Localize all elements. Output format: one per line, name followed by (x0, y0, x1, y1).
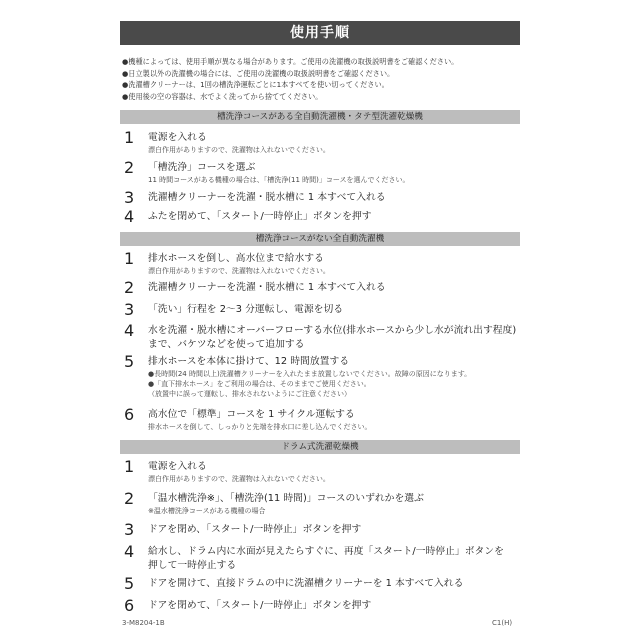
step-note: 漂白作用がありますので、洗濯物は入れないでください。 (148, 475, 330, 483)
step-title-continued: まで、バケツなどを使って追加する (148, 339, 305, 350)
notes-list (122, 56, 522, 102)
section-header-drum-type: ドラム式洗濯乾燥機 (120, 440, 520, 454)
page-code: C1(H) (492, 619, 513, 627)
step-number: 1 (124, 249, 135, 268)
step-title: 排水ホースを倒し、高水位まで給水する (148, 253, 324, 264)
section-header-top-load-with-course: 槽洗浄コースがある全自動洗濯機・タテ型洗濯乾燥機 (120, 110, 520, 124)
step-number: 3 (124, 520, 135, 539)
step-title: 水を洗濯・脱水槽にオーバーフローする水位(排水ホースから少し水が流れ出す程度) (148, 325, 517, 336)
step-title: ドアを開けて、直接ドラムの中に洗濯槽クリーナーを 1 本すべて入れる (148, 578, 464, 589)
step-note: ●「直下排水ホース」をご利用の場合は、そのままでご使用ください。 (148, 380, 371, 388)
step-note: 漂白作用がありますので、洗濯物は入れないでください。 (148, 146, 330, 154)
step-number: 3 (124, 300, 135, 319)
document-code: 3-M8204-1B (122, 619, 165, 627)
step-title: 高水位で「標準」コースを 1 サイクル運転する (148, 409, 355, 420)
step-title: ドアを閉めて、「スタート/一時停止」ボタンを押す (148, 600, 372, 611)
page-title: 使用手順 (120, 21, 520, 45)
step-title-continued: 押して一時停止する (148, 560, 237, 571)
note-item: ●使用後の空の容器は、水でよく洗ってから捨ててください。 (122, 91, 323, 101)
step-title: 「温水槽洗浄※」、「槽洗浄(11 時間)」コースのいずれかを選ぶ (148, 493, 424, 504)
step-note: ※温水槽洗浄コースがある機種の場合 (148, 507, 266, 515)
step-number: 2 (124, 158, 135, 177)
step-number: 4 (124, 207, 135, 226)
step-title: ドアを閉め、「スタート/一時停止」ボタンを押す (148, 524, 362, 535)
step-title: 洗濯槽クリーナーを洗濯・脱水槽に 1 本すべて入れる (148, 192, 386, 203)
note-item: ●日立製以外の洗濯機の場合には、ご使用の洗濯機の取扱説明書をご確認ください。 (122, 68, 395, 78)
step-number: 4 (124, 542, 135, 561)
note-item: ●洗濯槽クリーナーは、1回の槽洗浄運転ごとに1本すべてを使い切ってください。 (122, 80, 389, 89)
step-title: ふたを閉めて、「スタート/一時停止」ボタンを押す (148, 211, 372, 222)
step-note: ●長時間(24 時間以上)洗濯槽クリーナーを入れたまま放置しないでください。故障の原因になります。 (148, 370, 472, 378)
step-title: 給水し、ドラム内に水面が見えたらすぐに、再度「スタート/一時停止」ボタンを (148, 546, 504, 557)
step-note: 11 時間コースがある機種の場合は、「槽洗浄(11 時間)」コースを選んでください。 (148, 176, 410, 184)
section-header-without-course: 槽洗浄コースがない全自動洗濯機 (120, 232, 520, 246)
step-number: 3 (124, 188, 135, 207)
step-title: 電源を入れる (148, 461, 207, 472)
step-title: 「洗い」行程を 2～3 分運転し、電源を切る (148, 304, 344, 315)
step-number: 5 (124, 352, 135, 371)
step-note: （放置中に誤って運転し、排水されないようにご注意ください） (148, 390, 351, 398)
step-title: 「槽洗浄」コースを選ぶ (148, 162, 256, 173)
step-number: 6 (124, 405, 135, 424)
step-number: 1 (124, 457, 135, 476)
step-number: 2 (124, 278, 135, 297)
note-item: ●機種によっては、使用手順が異なる場合があります。ご使用の洗濯機の取扱説明書をご確認ください。 (122, 57, 459, 66)
step-number: 5 (124, 574, 135, 593)
step-note: 漂白作用がありますので、洗濯物は入れないでください。 (148, 267, 330, 275)
step-title: 電源を入れる (148, 132, 207, 143)
step-number: 1 (124, 128, 135, 147)
step-note: 排水ホースを倒して、しっかりと先端を排水口に差し込んでください。 (148, 423, 372, 431)
step-number: 4 (124, 321, 135, 340)
step-number: 6 (124, 596, 135, 615)
step-title: 洗濯槽クリーナーを洗濯・脱水槽に 1 本すべて入れる (148, 282, 386, 293)
step-title: 排水ホースを本体に掛けて、12 時間放置する (148, 356, 350, 367)
step-number: 2 (124, 489, 135, 508)
